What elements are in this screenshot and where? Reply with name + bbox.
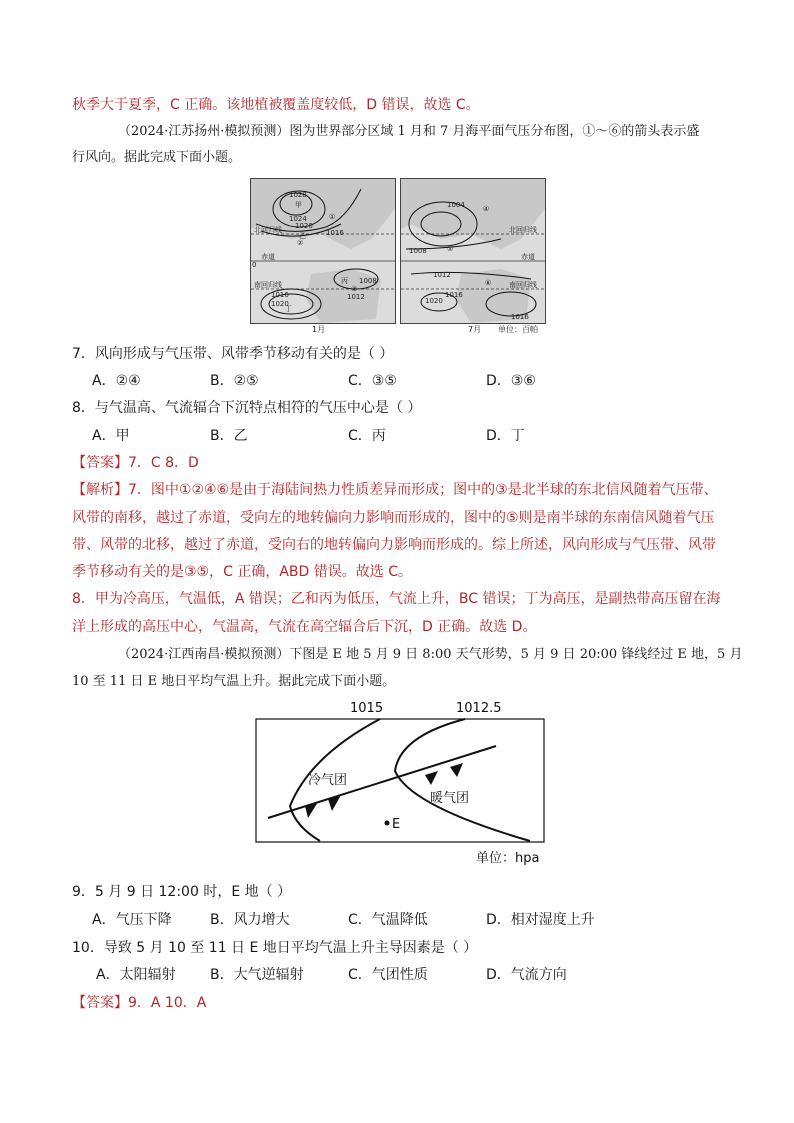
jul-arrow-5: ⑤ xyxy=(447,245,454,253)
jan-arrow-3: ③ xyxy=(351,285,358,293)
jul-map-svg xyxy=(401,179,545,323)
q8-option-b: B．乙 xyxy=(210,428,248,444)
q9-option-c: C．气温降低 xyxy=(348,912,428,928)
isobar-1015: 1015 xyxy=(350,701,384,716)
cold-air-mass: 冷气团 xyxy=(308,773,348,788)
answer-text-2: 9．A 10．A xyxy=(128,995,207,1011)
intro-text-1: （2024·江苏扬州·模拟预测）图为世界部分区域 1 月和 7 月海平面气压分布图，①～⑥的箭头表示盛 xyxy=(118,124,700,139)
jul-isobar-4: 1016 xyxy=(445,291,463,299)
jul-tropic-cancer: 北回归线 xyxy=(509,226,537,234)
jul-isobar-6: 1016 xyxy=(511,313,529,321)
q7-stem: 7．风向形成与气压带、风带季节移动有关的是（ ） xyxy=(72,346,394,362)
q9-stem: 9．5 月 9 日 12:00 时，E 地（ ） xyxy=(72,884,292,900)
jul-arrow-4: ④ xyxy=(483,205,490,213)
isobar-1012-5: 1012.5 xyxy=(456,701,502,716)
analysis-tag: 【解析】 xyxy=(72,482,128,498)
analysis-line-4: 季节移动有关的是③⑤，C 正确，ABD 错误。故选 C。 xyxy=(72,564,412,580)
jan-zero: 0 xyxy=(252,261,257,269)
q10-option-a: A．太阳辐射 xyxy=(96,967,176,983)
jan-isobar-8: 1020 xyxy=(271,300,289,308)
weather-front-figure xyxy=(250,696,550,868)
q10-option-d: D．气流方向 xyxy=(486,967,567,983)
q10-option-c: C．气团性质 xyxy=(348,967,428,983)
jan-isobar-6: 1012 xyxy=(347,293,365,301)
jan-isobar-2: 1024 xyxy=(289,215,307,223)
label-jia: 甲 xyxy=(295,201,302,209)
intro-text-2: （2024·江西南昌·模拟预测）下图是 E 地 5 月 9 日 8:00 天气形势，5 月 9 日 20:00 锋线经过 E 地，5 月 xyxy=(118,647,743,662)
q7-option-b: B．②⑤ xyxy=(210,373,259,389)
analysis-text-1: 7．图中①②④⑥是由于海陆间热力性质差异而形成；图中的③是北半球的东北信风随着气压带、 xyxy=(128,482,718,498)
q8-stem: 8．与气温高、气流辐合下沉特点相符的气压中心是（ ） xyxy=(72,400,422,416)
pressure-map-figure xyxy=(250,178,546,338)
q10-option-b: B．大气逆辐射 xyxy=(210,967,304,983)
jul-equator: 赤道 xyxy=(521,253,535,261)
jan-arrow-1: ① xyxy=(329,213,336,221)
answer-tag: 【答案】 xyxy=(72,455,128,471)
q7-option-a: A．②④ xyxy=(92,373,141,389)
q8-option-d: D．丁 xyxy=(486,428,525,444)
q9-option-d: D．相对湿度上升 xyxy=(486,912,595,928)
q10-stem: 10．导致 5 月 10 至 11 日 E 地日平均气温上升主导因素是（ ） xyxy=(72,940,478,956)
analysis-line-5: 8．甲为冷高压，气温低，A 错误；乙和丙为低压，气流上升，BC 错误；丁为高压，是副热带高压留在海 xyxy=(72,591,721,607)
q9-option-b: B．风力增大 xyxy=(210,912,290,928)
analysis-continuation: 秋季大于夏季，C 正确。该地植被覆盖度较低，D 错误，故选 C。 xyxy=(72,97,480,113)
q7-option-c: C．③⑤ xyxy=(348,373,397,389)
jul-caption: 7月 xyxy=(468,325,482,334)
jan-map-svg xyxy=(251,179,395,323)
jan-caption: 1月 xyxy=(312,325,326,334)
q9-option-a: A．气压下降 xyxy=(92,912,172,928)
q7-option-d: D．③⑥ xyxy=(486,373,536,389)
q8-option-a: A．甲 xyxy=(92,428,130,444)
label-yi: 乙 xyxy=(299,232,306,240)
jan-arrow-2: ② xyxy=(297,239,304,247)
jul-isobar-3: 1012 xyxy=(433,271,451,279)
jul-isobar-5: 1020 xyxy=(425,297,443,305)
q8-option-c: C．丙 xyxy=(348,428,386,444)
analysis-line-1 xyxy=(72,480,718,500)
jan-map-panel xyxy=(250,178,396,324)
jan-isobar-1: 1028 xyxy=(289,191,307,199)
jul-tropic-capricorn: 南回归线 xyxy=(509,281,537,289)
answer-text: 7．C 8．D xyxy=(128,455,199,471)
intro-text-2b: 10 至 11 日 E 地日平均气温上升。据此完成下面小题。 xyxy=(72,674,396,689)
warm-air-mass: 暖气团 xyxy=(430,791,470,806)
jul-map-panel xyxy=(400,178,546,324)
analysis-line-2: 风带的南移，越过了赤道，受向左的地转偏向力影响而形成的，图中的⑤则是南半球的东南信风随着气压 xyxy=(72,510,715,526)
weather-front-svg xyxy=(250,696,550,868)
map-unit: 单位：百帕 xyxy=(498,325,538,334)
weather-unit: 单位：hpa xyxy=(476,851,540,866)
jul-isobar-1: 1004 xyxy=(447,201,465,209)
jul-arrow-6: ⑥ xyxy=(485,279,492,287)
jan-isobar-3: 1020 xyxy=(295,222,313,230)
intro-text-1b: 行风向。据此完成下面小题。 xyxy=(72,150,242,165)
jan-equator: 赤道 xyxy=(261,253,275,261)
jan-tropic-capricorn: 南回归线 xyxy=(254,281,282,289)
jan-isobar-5: 1008 xyxy=(359,277,377,285)
point-e: E xyxy=(392,817,401,832)
answer-tag-2: 【答案】 xyxy=(72,995,128,1011)
jan-tropic-cancer: 北回归线 xyxy=(254,226,282,234)
answer-row-2 xyxy=(72,993,206,1013)
jul-isobar-2: 1008 xyxy=(409,247,427,255)
jan-isobar-4: 1016 xyxy=(326,229,344,237)
label-ding: 丁 xyxy=(285,305,292,313)
analysis-line-6: 洋上形成的高压中心，气温高，气流在高空辐合后下沉，D 正确。故选 D。 xyxy=(72,619,537,635)
jan-isobar-7: 1016 xyxy=(271,291,289,299)
label-bing: 丙 xyxy=(341,277,348,285)
analysis-line-3: 带、风带的北移，越过了赤道，受向右的地转偏向力影响而形成的。综上所述，风向形成与气压带、风带 xyxy=(72,537,716,553)
answer-row-1 xyxy=(72,453,199,473)
